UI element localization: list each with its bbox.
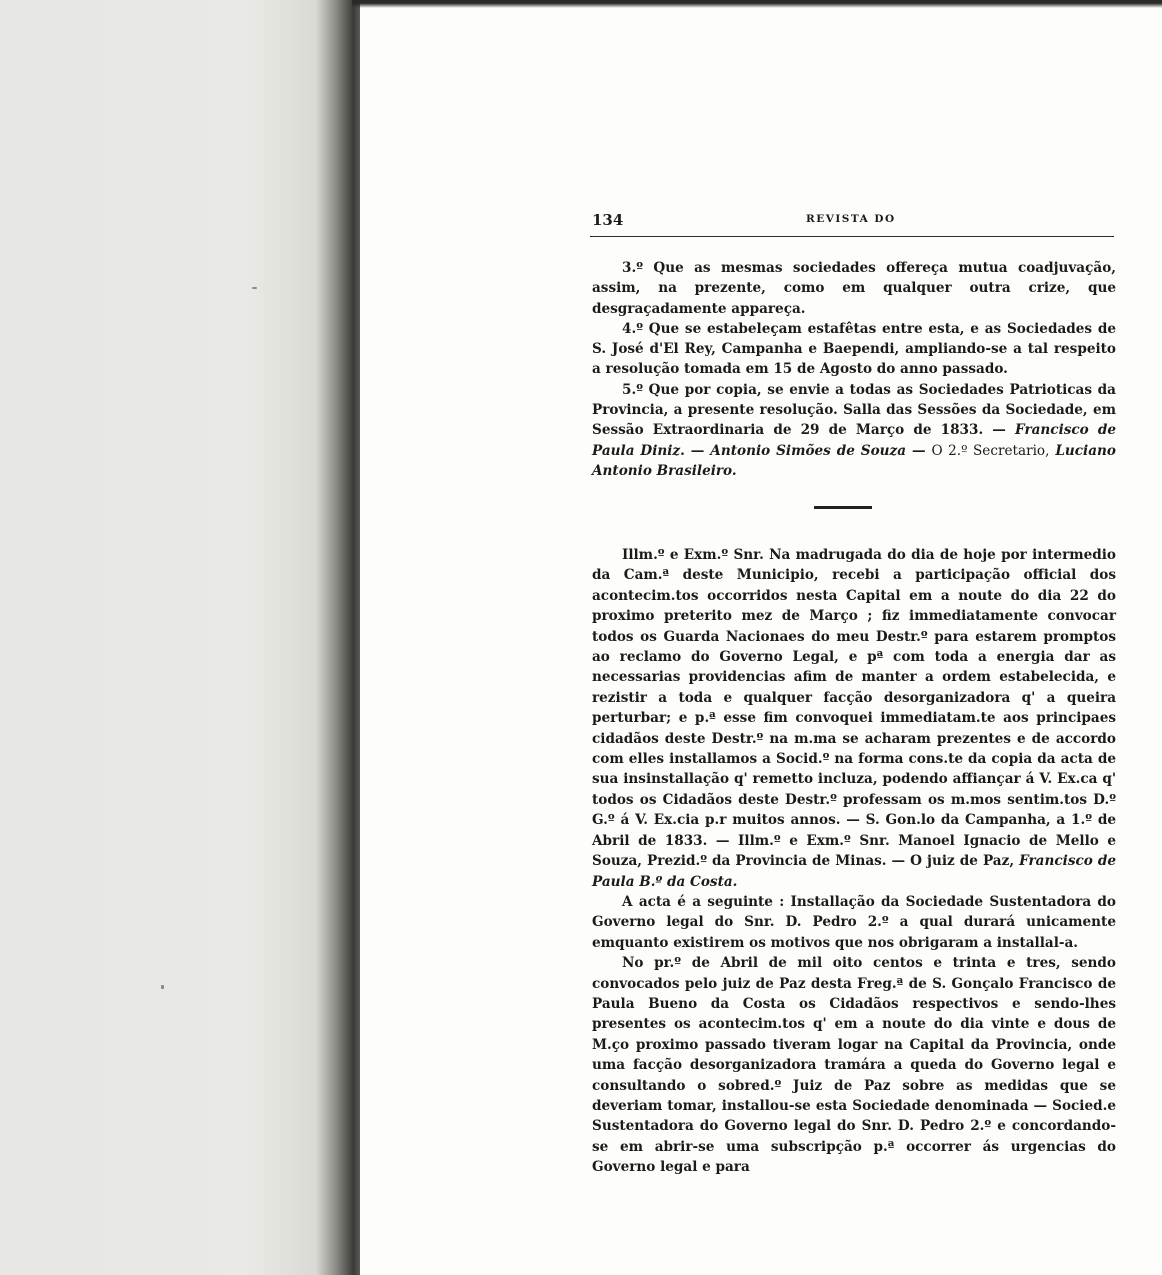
- acta-intro: A acta é a seguinte : Installação da Sociedade Sustentadora do Governo legal do Snr. D. Pedro 2.º a qual durará unicamente emquanto existirem os motivos que nos obrigaram a installal-a.: [592, 893, 1116, 951]
- resolution-paragraph: 5.º Que por copia, se envie a todas as Sociedades Patrioticas da Provincia, a presente resolução. Salla das Sessões da Sociedade, em Sessão Extraordinaria de 29 de Março de 1833. — Francisco de Paula Diniz. — Antonio Simões de Souza — O 2.º Secretario, Luciano Antonio Brasileiro.: [592, 381, 1117, 479]
- running-head: REVISTA DO: [806, 213, 896, 225]
- section-separator: [814, 506, 872, 509]
- facing-page: [0, 0, 352, 1275]
- scan-speck: [161, 985, 164, 989]
- page-top-edge: [352, 0, 1162, 8]
- page-number: 134: [592, 211, 624, 229]
- book-gutter: [316, 0, 360, 1275]
- resolutions-block: [592, 258, 1116, 481]
- letter-block: [592, 545, 1116, 1178]
- letter-signature: Francisco de Paula B.º da Costa.: [592, 853, 1116, 890]
- letter-body: Illm.º e Exm.º Snr. Na madrugada do dia de hoje por intermedio da Cam.ª deste Municipio, recebi a participação official dos acontecim.tos occorridos nesta Capital em a noute do dia 22 do proximo preterito mez de Março ; fiz immediatamente convocar todos os Guarda Nacionaes do meu Destr.º para estarem promptos ao reclamo do Governo Legal, e pª com toda a energia dar as necessarias providencias afim de manter a ordem estabelecida, e rezistir a toda e qualquer facção desorganizadora q' a queira perturbar; e p.ª esse fim convoquei immediatam.te aos principaes cidadãos deste Destr.º na m.ma se acharam prezentes e de accordo com elles installamos a Socid.º na forma cons.te da copia da acta de sua insinstallação q' remetto incluza, podendo affiançar á V. Ex.ca q' todos os Cidadãos deste Destr.º professam os m.mos sentim.tos D.º G.º á V. Ex.cia p.r muitos annos. — S. Gon.lo da Campanha, a 1.º de Abril de 1833. — Illm.º e Exm.º Snr. Manoel Ignacio de Mello e Souza, Prezid.º da Provincia de Minas. — O juiz de Paz,: [592, 547, 1116, 870]
- header-rule: [590, 236, 1114, 237]
- signature-president: Francisco de Paula Diniz.: [592, 422, 1117, 459]
- resolution-text: 5.º Que por copia, se envie a todas as Sociedades Patrioticas da Provincia, a presente resolução. Salla das Sessões da Sociedade, em Sessão Extraordinaria de 29 de Março de 1833. —: [592, 381, 1116, 439]
- signature-member: Antonio Simões de Souza: [710, 442, 907, 459]
- page-header: [592, 211, 1115, 235]
- scan-speck: [252, 287, 257, 289]
- secretary-prefix: O 2.º Secretario,: [931, 442, 1050, 459]
- resolution-paragraph: 3.º Que as mesmas sociedades offereça mutua coadjuvação, assim, na prezente, como em qualquer outra crize, que desgraçadamente appareça.: [592, 260, 1116, 317]
- acta-body: No pr.º de Abril de mil oito centos e trinta e tres, sendo convocados pelo juiz de Paz desta Freg.ª de S. Gonçalo Francisco de Paula Bueno da Costa os Cidadãos respectivos e sendo-lhes presentes os acontecim.tos q' em a noute do dia vinte e dous de M.ço proximo passado tiveram logar na Capital da Provincia, onde uma facção desorganizadora tramára a queda do Governo legal e consultando o sobred.º Juiz de Paz sobre as medidas que se deveriam tomar, installou-se esta Sociedade denominada — Socied.e Sustentadora do Governo legal do Snr. D. Pedro 2.º e concordando-se em abrir-se uma subscripção p.ª occorrer ás urgencias do Governo legal e para: [592, 955, 1116, 1176]
- signature-secretary: Luciano Antonio Brasileiro.: [592, 442, 1116, 479]
- letter-paragraph: [592, 545, 1116, 892]
- resolution-paragraph: 4.º Que se estabeleçam estafêtas entre esta, e as Sociedades de S. José d'El Rey, Campanha e Baependi, ampliando-se a tal respeito a resolução tomada em 15 de Agosto do anno passado.: [592, 320, 1116, 378]
